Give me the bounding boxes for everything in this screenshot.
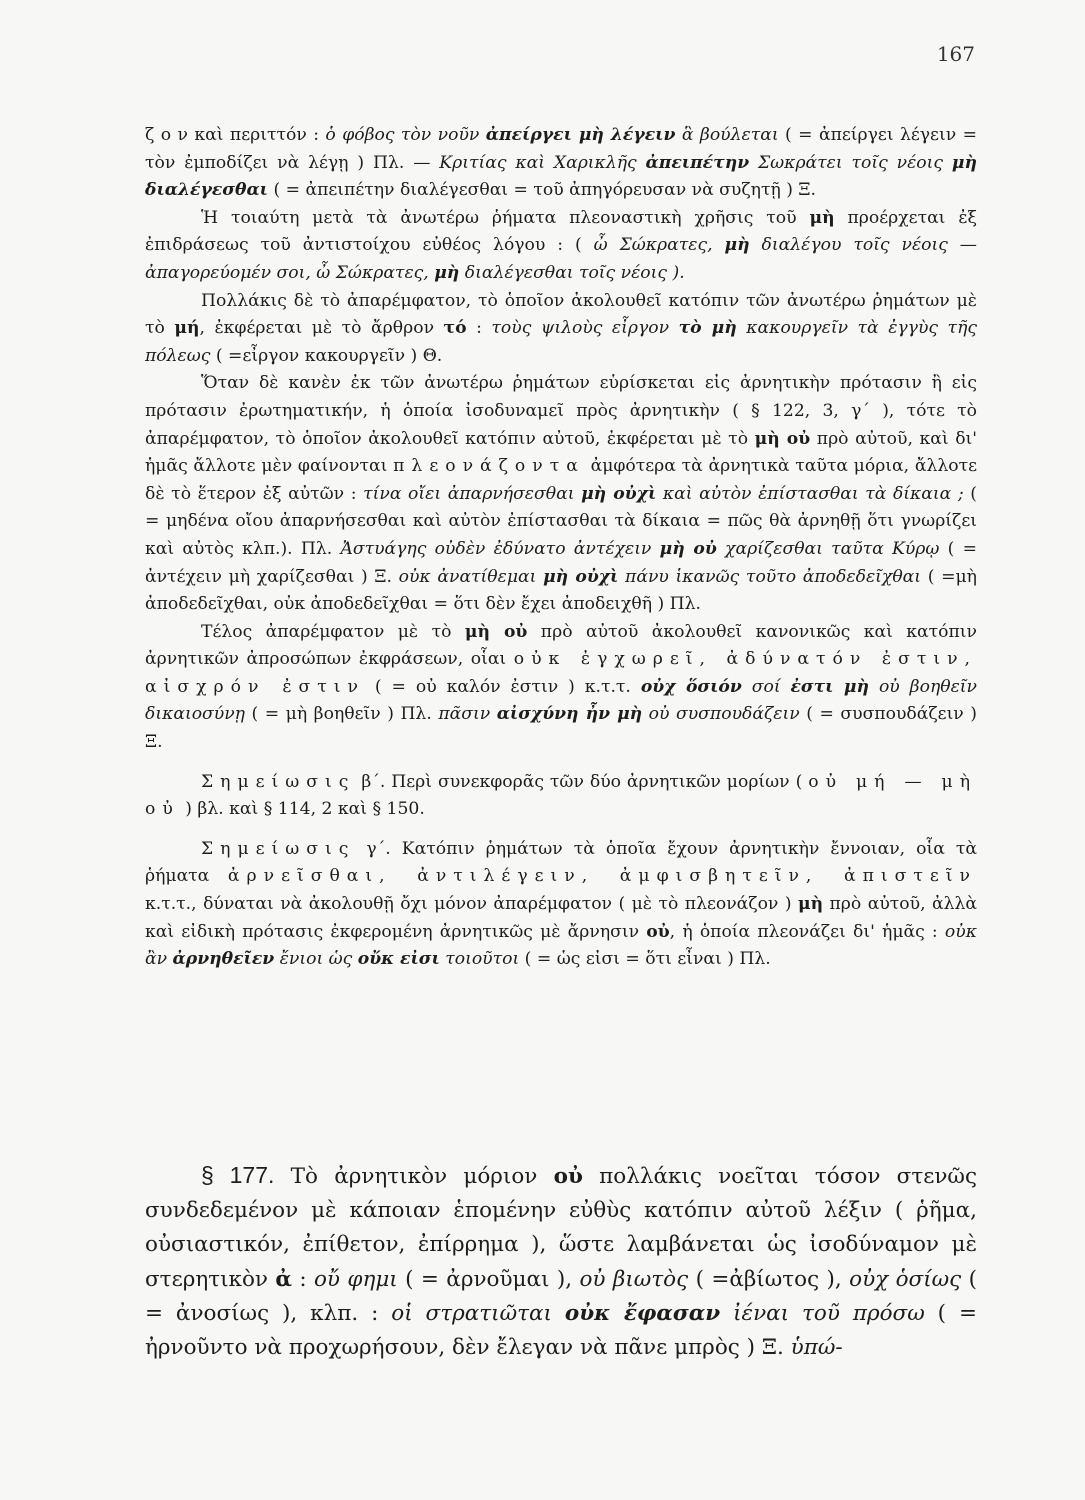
text-run: ( = μὴ βοηθεῖν ) Πλ.: [244, 704, 439, 725]
text-run: οὐχ ὁσίως: [849, 1266, 962, 1292]
text-run: οἱ στρατιῶται: [391, 1300, 565, 1326]
page-number: 167: [936, 42, 975, 66]
text-run: ( =ἀβίωτος ),: [688, 1266, 850, 1292]
text-run: ( = ἀπείργει λέγειν = τὸν ἐμποδίζει νὰ λέγῃ ) Πλ. —: [145, 125, 977, 173]
text-run: οὐ βιωτὸς: [579, 1266, 689, 1292]
text-run: τὸ μὴ: [678, 318, 737, 339]
text-run: ἐστι μὴ: [790, 676, 870, 697]
text-run: μὴ: [797, 894, 824, 915]
text-run: μὴ οὐ: [464, 621, 528, 642]
text-run: οὐκ ἀνατίθεμαι: [398, 566, 544, 587]
paragraph: [145, 122, 977, 205]
text-run: μὴ: [434, 262, 460, 283]
text-run: ὑπώ-: [790, 1335, 843, 1361]
text-run: ὁ φόβος τὸν νοῦν: [325, 125, 486, 145]
text-run: ἀρνηθεῖεν: [172, 949, 275, 970]
note-paragraph: [145, 769, 977, 824]
text-run: ζ ο ν καὶ περιττόν :: [145, 125, 326, 145]
text-run: αἰσχύνη ἦν μὴ: [496, 704, 643, 725]
text-run: οὐ συσπουδάζειν: [642, 704, 800, 725]
text-run: πολλάκις νοεῖται τόσον στενῶς συνδεδεμένον μὲ κάποιαν ἑπομένην εὐθὺς κατόπιν αὐτοῦ λέξιν ( ῥῆμα, οὐσιαστικόν, ἐπίθετον, ἐπίρρημα ), ὥστε λαμβάνεται ὡς ἰσοδύναμον μὲ στερητικὸν: [145, 1164, 978, 1292]
text-run: τό: [443, 318, 467, 339]
paragraph: [145, 205, 977, 288]
text-run: οὐ μή — μὴ οὐ: [145, 771, 978, 820]
text-run: οὔ φημι: [313, 1266, 398, 1292]
section-paragraph: [145, 1158, 977, 1365]
paragraph: [145, 288, 977, 371]
text-run: , ἐκφέρεται μὲ τὸ ἄρθρον: [199, 318, 444, 339]
text-run: ( = ὡς εἰσι = ὅτι εἶναι ) Πλ.: [519, 949, 771, 970]
text-run: Τὸ ἀρνητικὸν μόριον: [274, 1164, 554, 1189]
text-run: προέρχεται ἐξ ἐπιδράσεως τοῦ ἀντιστοίχου εὐθέος λόγου : (: [145, 207, 978, 256]
text-run: οὐ βοηθεῖν δικαιοσύνῃ: [145, 676, 977, 725]
text-run: ( = ἀρνοῦμαι ),: [397, 1266, 580, 1292]
text-run: :: [291, 1266, 314, 1292]
text-run: ὦ Σώκρατες,: [593, 235, 725, 256]
text-run: μὴ οὐ: [754, 428, 811, 449]
main-text: [145, 122, 977, 974]
section-number: § 177.: [201, 1162, 275, 1188]
text-run: κ.τ.τ., δύναται νὰ ἀκολουθῇ ὄχι μόνον ἀπαρέμφατον ( μὲ τὸ πλεονάζον ): [145, 894, 798, 915]
text-run: , ἡ ὁποία πλεονάζει δι' ἡμᾶς :: [669, 921, 945, 942]
text-run: ( = οὐ καλόν ἐστιν ) κ.τ.τ.: [364, 676, 641, 697]
text-run: πλεονάζοντα: [393, 456, 585, 477]
text-run: πᾶσιν: [438, 704, 497, 725]
text-run: Σωκράτει τοῖς νέοις: [749, 152, 952, 173]
text-run: ἀπείργει μὴ λέγειν: [485, 125, 676, 145]
text-run: ( = ἠρνοῦντο νὰ προχωρήσουν, δὲν ἔλεγαν νὰ πᾶνε μπρὸς ) Ξ.: [145, 1300, 977, 1361]
text-run: οὐχ ὅσιόν: [640, 676, 742, 697]
text-run: πρὸ αὐτοῦ, ἀλλὰ καὶ εἰδικὴ πρότασις ἐκφερομένη ἀρνητικῶς μὲ ἄρνησιν: [145, 894, 977, 942]
text-run: ( = συσπουδάζειν ) Ξ.: [145, 704, 977, 753]
text-run: οὔκ εἰσι: [357, 949, 440, 970]
text-run: ) βλ. καὶ § 114, 2 καὶ § 150.: [179, 799, 425, 820]
paragraph: [145, 619, 977, 757]
text-run: διαλέγου τοῖς νέοις — ἀπαγορεύομέν σοι, ὦ Σώκρατες,: [145, 235, 977, 283]
note-paragraph: [145, 836, 977, 974]
text-run: ἀ: [275, 1266, 292, 1292]
text-run: μὴ οὐχὶ: [581, 483, 657, 504]
text-run: Ὅταν δὲ κανὲν ἐκ τῶν ἀνωτέρω ῥημάτων εὑρίσκεται εἰς ἀρνητικὴν πρότασιν ἢ εἰς πρότασιν ἐρωτηματικήν, ἡ ὁποία ἰσοδυναμεῖ πρὸς ἀρνητικὴν ( § 122, 3, γ΄ ), τότε τὸ ἀπαρέμφατον, τὸ ὁποῖον ἀκολουθεῖ κατόπιν αὐτοῦ, ἐκφέρεται μὲ τὸ: [145, 373, 977, 449]
text-run: μὴ διαλέγεσθαι: [145, 152, 977, 201]
text-run: τίνα οἴει ἀπαρνήσεσθαι: [363, 483, 582, 504]
text-run: πρὸ αὐτοῦ ἀκολουθεῖ κανονικῶς καὶ κατόπιν ἀρνητικῶν ἀπροσώπων ἐκφράσεων, οἷαι: [145, 621, 977, 670]
text-run: Σημείωσις: [201, 771, 356, 792]
text-run: οὐκ ἐγχωρεῖ, ἀδύνατόν ἐστιν, αἰσχρόν ἐστιν: [145, 649, 977, 697]
text-run: ( =μὴ ἀποδεδεῖχθαι, οὐκ ἀποδεδεῖχθαι = ὅτι δὲν ἔχει ἀποδειχθῆ ) Πλ.: [145, 566, 977, 615]
text-run: ἀμφότερα τὰ ἀρνητικὰ ταῦτα μόρια, ἄλλοτε δὲ τὸ ἕτερον ἐξ αὐτῶν :: [145, 456, 977, 504]
text-run: Ἀστυάγης οὐδὲν ἐδύνατο ἀντέχειν: [340, 538, 660, 559]
text-run: μὴ οὐ: [659, 538, 717, 559]
text-run: Σημείωσις: [201, 838, 356, 859]
text-run: διαλέγεσθαι τοῖς νέοις ).: [459, 262, 685, 283]
text-run: χαρίζεσθαι ταῦτα Κύρῳ: [716, 538, 940, 559]
section-body: [145, 1164, 977, 1360]
text-run: τοὺς ψιλοὺς εἶργον: [491, 318, 679, 339]
text-run: σοί: [741, 676, 791, 697]
text-run: μὴ: [809, 207, 835, 228]
text-run: οὐκ ἔφασαν: [564, 1300, 721, 1326]
text-run: οὐκ ἂν: [145, 921, 977, 970]
text-run: Κριτίας καὶ Χαρικλῆς: [439, 152, 646, 173]
text-run: ( = ἀνοσίως ), κλπ. :: [145, 1266, 977, 1326]
text-run: πάνυ ἱκανῶς τοῦτο ἀποδεδεῖχθαι: [618, 566, 922, 587]
text-run: ( = μηδένα οἴου ἀπαρνήσεσθαι καὶ αὐτὸν ἐπίστασθαι τὰ δίκαια = πῶς θὰ ἀρνηθῇ ὅτι γνωρίζει καὶ αὐτὸς κλπ.). Πλ.: [145, 483, 977, 559]
text-run: οὐ: [553, 1164, 583, 1189]
text-run: ἔνιοι ὡς: [274, 949, 358, 970]
text-run: ( = ἀντέχειν μὴ χαρίζεσθαι ) Ξ.: [145, 538, 977, 587]
text-run: μὴ οὐχὶ: [543, 566, 619, 587]
section-177: [145, 1158, 977, 1365]
paragraph: [145, 370, 977, 618]
text-run: ( =εἶργον κακουργεῖν ) Θ.: [210, 345, 443, 366]
text-run: ἰέναι τοῦ πρόσω: [720, 1300, 925, 1326]
text-run: ἀπειπέτην: [645, 152, 750, 173]
text-run: ἃ βούλεται: [675, 125, 779, 145]
text-run: μὴ: [724, 235, 750, 256]
text-run: κακουργεῖν τὰ ἐγγὺς τῆς πόλεως: [145, 318, 977, 366]
text-run: τοιοῦτοι: [439, 949, 520, 970]
text-run: πρὸ αὐτοῦ, καὶ δι' ἡμᾶς ἄλλοτε μὲν φαίνονται: [145, 428, 978, 477]
text-run: Πολλάκις δὲ τὸ ἀπαρέμφατον, τὸ ὁποῖον ἀκολουθεῖ κατόπιν τῶν ἀνωτέρω ῥημάτων μὲ τὸ: [145, 290, 977, 339]
text-run: ἀρνεῖσθαι, ἀντιλέγειν, ἀμφισβητεῖν, ἀπιστεῖν: [227, 866, 977, 887]
text-run: :: [466, 318, 492, 339]
text-run: Ἡ τοιαύτη μετὰ τὰ ἀνωτέρω ῥήματα πλεοναστικὴ χρῆσις τοῦ: [201, 207, 810, 228]
text-run: μή: [174, 318, 200, 339]
text-run: β΄. Περὶ συνεκφορᾶς τῶν δύο ἀρνητικῶν μορίων (: [355, 771, 809, 792]
text-run: Τέλος ἀπαρέμφατον μὲ τὸ: [201, 621, 465, 642]
text-run: οὐ: [646, 921, 670, 942]
text-run: καὶ αὐτὸν ἐπίστασθαι τὰ δίκαια ;: [656, 483, 964, 504]
text-run: γ΄. Κατόπιν ῥημάτων τὰ ὁποῖα ἔχουν ἀρνητικὴν ἔννοιαν, οἷα τὰ ῥήματα: [145, 838, 977, 887]
text-run: ( = ἀπειπέτην διαλέγεσθαι = τοῦ ἀπηγόρευσαν νὰ συζητῇ ) Ξ.: [267, 180, 816, 201]
